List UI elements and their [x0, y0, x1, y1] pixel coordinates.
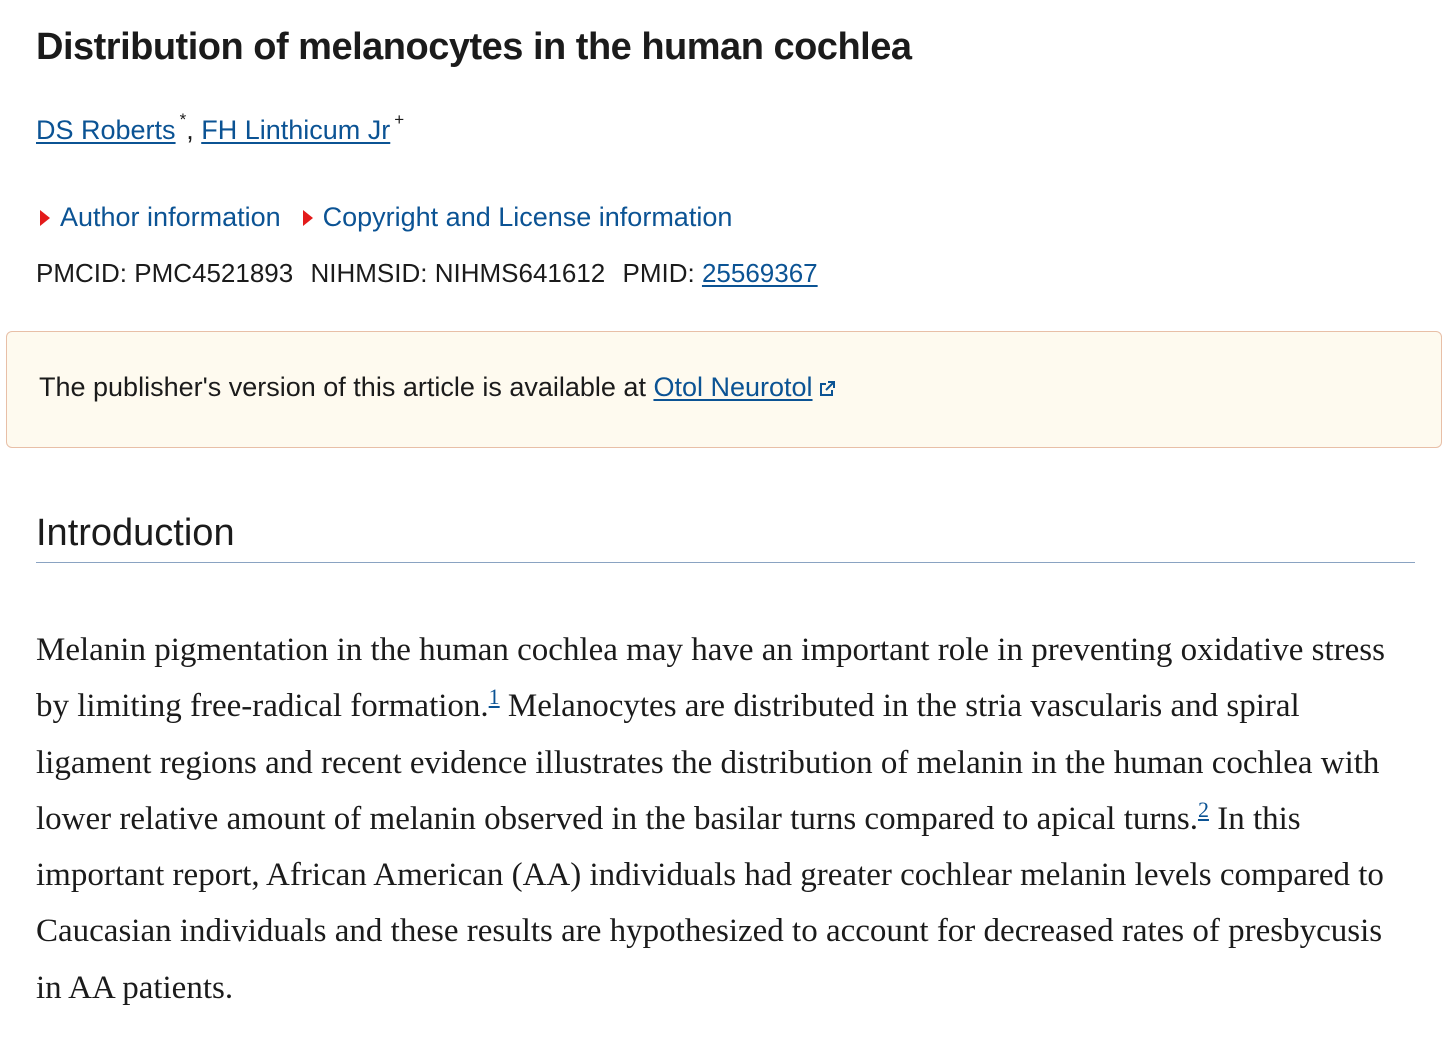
reference-link-2[interactable]: 2 — [1197, 796, 1209, 822]
nihmsid-value: NIHMS641612 — [434, 258, 606, 288]
publisher-journal-label: Otol Neurotol — [653, 372, 813, 402]
intro-text-part-2: Melanocytes are distributed in the stria vascularis and spiral ligament regions and recent evidence illustrates the distribution of melanin in the human cochlea with lower relative amount of melanin observed in the basilar turns compared to apical turns. — [36, 688, 1380, 837]
pmid-label: PMID: — [622, 258, 695, 288]
reference-link-1[interactable]: 1 — [488, 684, 500, 710]
section-divider — [36, 562, 1415, 563]
author-link-linthicum[interactable]: FH Linthicum Jr — [201, 115, 391, 145]
caret-right-icon — [303, 210, 313, 226]
pmcid-value: PMC4521893 — [134, 258, 294, 288]
notice-message: The publisher's version of this article is available at — [39, 372, 654, 402]
author-list — [36, 110, 405, 146]
author-mark-plus: + — [394, 110, 405, 129]
publisher-version-notice — [6, 331, 1442, 448]
pmid-link[interactable]: 25569367 — [701, 258, 818, 288]
caret-right-icon — [40, 210, 50, 226]
copyright-license-toggle[interactable] — [299, 202, 733, 233]
article-identifiers — [36, 258, 818, 289]
author-information-toggle[interactable] — [36, 202, 281, 233]
author-link-roberts[interactable]: DS Roberts — [36, 115, 176, 145]
notice-text — [39, 372, 837, 406]
pmcid-label: PMCID: — [36, 258, 127, 288]
nihmsid-label: NIHMSID: — [310, 258, 428, 288]
external-link-icon — [817, 375, 837, 406]
author-mark-asterisk: * — [179, 110, 187, 129]
article-title: Distribution of melanocytes in the human cochlea — [36, 26, 912, 68]
copyright-license-label: Copyright and License information — [322, 202, 733, 232]
intro-text-part-3: In this important report, African American (AA) individuals had greater cochlear melanin levels compared to Caucasian individuals and these results are hypothesized to account for decreased rates of presbycusis in AA patients. — [36, 800, 1384, 1006]
publisher-journal-link[interactable] — [653, 372, 836, 402]
introduction-heading: Introduction — [36, 512, 235, 554]
info-links — [36, 202, 732, 233]
author-information-label: Author information — [60, 202, 281, 232]
author-separator: , — [186, 115, 194, 145]
intro-text-part-1: Melanin pigmentation in the human cochlea may have an important role in preventing oxidative stress by limiting free-radical formation. — [36, 632, 1385, 725]
introduction-paragraph — [36, 622, 1416, 1016]
